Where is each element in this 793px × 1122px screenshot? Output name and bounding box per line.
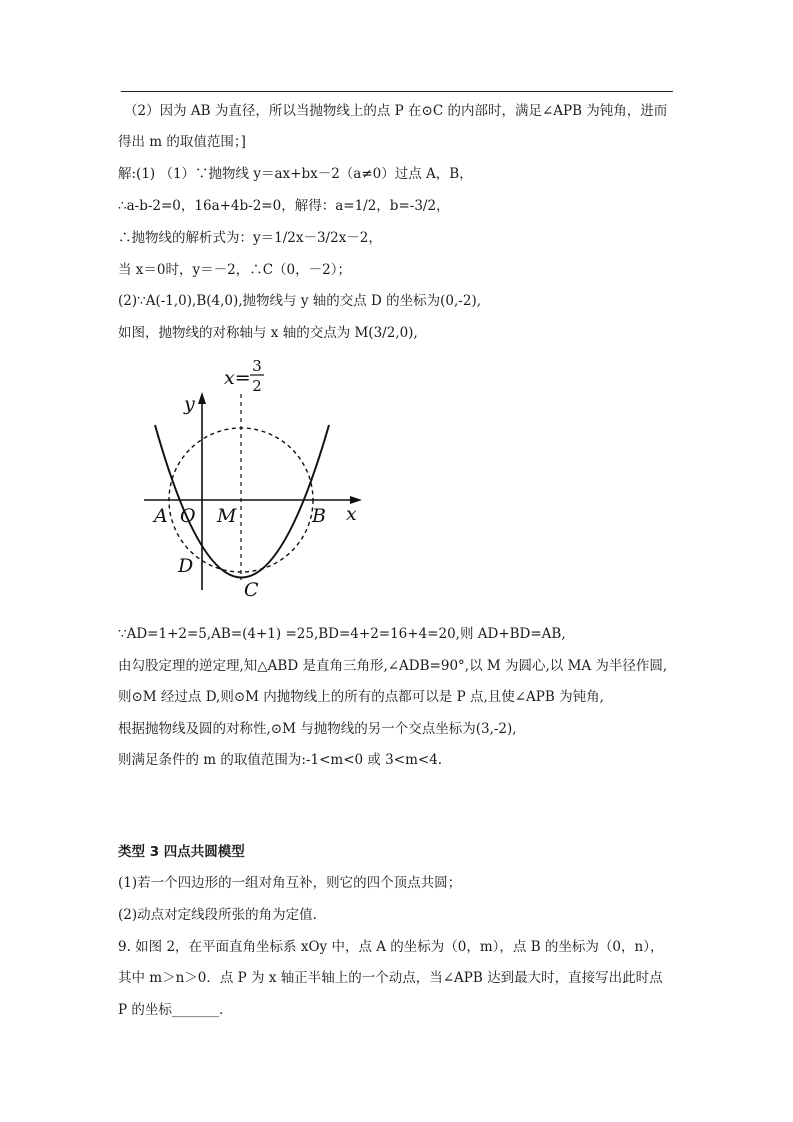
header-rule [121,91,673,92]
label-axis-eq: x= [224,367,251,389]
problem-line: 9. 如图 2，在平面直角坐标系 xOy 中，点 A 的坐标为（0，m），点 B 的坐标为（0，n）， [118,939,664,955]
text-line: 则⊙M 经过点 D,则⊙M 内抛物线上的所有的点都可以是 P 点,且使∠APB 为钝角, [118,689,604,705]
text-line: 如图，抛物线的对称轴与 x 轴的交点为 M(3/2,0), [118,325,418,341]
section-heading: 类型 3 四点共圆模型 [118,844,245,860]
figure-svg [140,357,380,610]
text-line: 解:(1) （1）∵抛物线 y＝ax+bx－2（a≠0）过点 A，B， [118,166,473,182]
label-O: O [180,505,196,527]
text-line: 根据抛物线及圆的对称性,⊙M 与抛物线的另一个交点坐标为(3,-2), [118,721,517,737]
section-line: (2)动点对定线段所张的角为定值. [118,907,317,923]
parabola-circle-figure [140,357,380,610]
label-C: C [244,579,259,601]
text-line: ∴a-b-2=0，16a+4b-2=0，解得：a=1/2，b=-3/2， [118,198,450,214]
label-M: M [217,505,237,527]
text-line: 由勾股定理的逆定理,知△ABD 是直角三角形,∠ADB=90°,以 M 为圆心,以 MA 为半径作圆, [118,658,668,674]
label-B: B [312,505,326,527]
label-frac-num: 3 [252,357,262,375]
y-axis-arrow [198,392,206,404]
label-D: D [178,555,194,577]
text-line: 当 x＝0时，y＝－2，∴C（0，－2）； [118,262,351,278]
section-line: (1)若一个四边形的一组对角互补，则它的四个顶点共圆； [118,875,462,891]
text-line: 得出 m 的取值范围；] [118,134,246,150]
text-line: 则满足条件的 m 的取值范围为:-1<m<0 或 3<m<4. [118,752,443,768]
text-line: ∴抛物线的解析式为：y＝1/2x－3/2x－2， [118,230,382,246]
label-A: A [154,505,168,527]
label-frac-den: 2 [252,377,262,395]
text-line: ∵AD=1+2=5,AB=(4+1) =25,BD=4+2=16+4=20,则 AD+BD=AB, [118,626,566,642]
label-x: x [346,503,357,525]
text-line: (2)∵A(-1,0),B(4,0),抛物线与 y 轴的交点 D 的坐标为(0,-2), [118,293,482,309]
text-line: （2）因为 AB 为直径，所以当抛物线上的点 P 在⊙C 的内部时，满足∠APB 为钝角，进而 [124,103,668,119]
problem-line: 其中 m＞n＞0．点 P 为 x 轴正半轴上的一个动点，当∠APB 达到最大时，直接写出此时点 [118,970,663,986]
label-y: y [184,393,195,415]
problem-line: P 的坐标_______． [118,1002,233,1018]
